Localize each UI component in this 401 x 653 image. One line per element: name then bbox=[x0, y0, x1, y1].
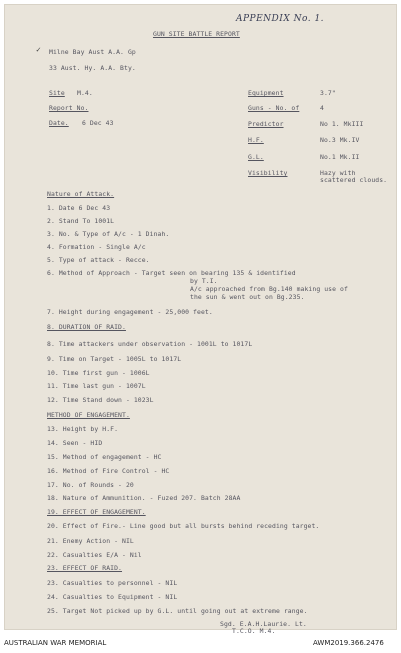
document-page bbox=[4, 4, 397, 635]
field-value-equipment: 3.7" bbox=[320, 89, 336, 97]
tick-mark-icon: ✓ bbox=[36, 45, 41, 54]
section-nature-of-attack: Nature of Attack. bbox=[47, 190, 115, 198]
item-6-line3: A/c approached from Bg.140 making use of bbox=[190, 285, 348, 293]
item-18: 18. Nature of Ammunition. - Fuzed 207. Batch 28AA bbox=[47, 494, 241, 502]
item-17: 17. No. of Rounds - 20 bbox=[47, 481, 134, 489]
item-14: 14. Seen - HID bbox=[47, 439, 103, 447]
item-6-line2: by T.I. bbox=[190, 277, 218, 285]
item-1: 1. Date 6 Dec 43 bbox=[47, 204, 111, 212]
field-label-gl: G.L. bbox=[248, 153, 264, 161]
item-22: 22. Casualties E/A - Nil bbox=[47, 551, 142, 559]
unit-line-1: Milne Bay Aust A.A. Gp bbox=[49, 48, 136, 56]
field-label-site: Site bbox=[49, 89, 65, 97]
item-5: 5. Type of attack - Recce. bbox=[47, 256, 150, 264]
footer-source: AUSTRALIAN WAR MEMORIAL bbox=[4, 639, 107, 647]
section-method-of-engagement: METHOD OF ENGAGEMENT. bbox=[47, 411, 130, 419]
item-3: 3. No. & Type of A/c - 1 Dinah. bbox=[47, 230, 170, 238]
item-8: 8. Time attackers under observation - 1001L to 1017L bbox=[47, 340, 253, 348]
item-12: 12. Time Stand down - 1023L bbox=[47, 396, 154, 404]
item-6-line4: the sun & went out on Bg.235. bbox=[190, 293, 305, 301]
field-value-date: 6 Dec 43 bbox=[82, 119, 114, 127]
section-duration-of-raid: 8. DURATION OF RAID. bbox=[47, 323, 126, 331]
field-label-date: Date. bbox=[49, 119, 69, 127]
field-label-report-no: Report No. bbox=[49, 104, 89, 112]
item-9: 9. Time on Target - 1005L to 1017L bbox=[47, 355, 182, 363]
handwritten-appendix-note: APPENDIX No. 1. bbox=[236, 14, 325, 24]
field-value-predictor: No 1. MkIII bbox=[320, 120, 364, 128]
item-25: 25. Target Not picked up by G.L. until going out at extreme range. bbox=[47, 607, 308, 615]
field-value-site: M.4. bbox=[77, 89, 93, 97]
field-label-hf: H.F. bbox=[248, 136, 264, 144]
item-15: 15. Method of engagement - HC bbox=[47, 453, 162, 461]
item-20: 20. Effect of Fire.- Line good but all bursts behind receding target. bbox=[47, 522, 320, 530]
signature-title: T.C.O. M.4. bbox=[232, 627, 276, 635]
item-11: 11. Time last gun - 1007L bbox=[47, 382, 146, 390]
field-label-equipment: Equipment bbox=[248, 89, 284, 97]
field-label-visibility: Visibility bbox=[248, 169, 288, 177]
item-7: 7. Height during engagement - 25,000 feet. bbox=[47, 308, 213, 316]
item-23: 23. Casualties to personnel - NIL bbox=[47, 579, 178, 587]
item-6: 6. Method of Approach - Target seen on bearing 135 & identified bbox=[47, 269, 296, 277]
report-title: GUN SITE BATTLE REPORT bbox=[153, 30, 240, 38]
item-21: 21. Enemy Action - NIL bbox=[47, 537, 134, 545]
section-effect-of-raid: 23. EFFECT OF RAID. bbox=[47, 564, 123, 572]
field-label-predictor: Predictor bbox=[248, 120, 284, 128]
field-label-guns: Guns - No. of bbox=[248, 104, 300, 112]
field-value-visibility-line2: scattered clouds. bbox=[320, 176, 388, 184]
section-effect-of-engagement: 19. EFFECT OF ENGAGEMENT. bbox=[47, 508, 146, 516]
field-value-gl: No.1 Mk.II bbox=[320, 153, 360, 161]
item-13: 13. Height by H.F. bbox=[47, 425, 119, 433]
item-4: 4. Formation - Single A/c bbox=[47, 243, 146, 251]
item-16: 16. Method of Fire Control - HC bbox=[47, 467, 170, 475]
field-value-hf: No.3 Mk.IV bbox=[320, 136, 360, 144]
unit-line-2: 33 Aust. Hy. A.A. Bty. bbox=[49, 64, 136, 72]
item-24: 24. Casualties to Equipment - NIL bbox=[47, 593, 178, 601]
signature-line: Sgd. E.A.H.Laurie. Lt. bbox=[220, 620, 307, 628]
footer-accession-number: AWM2019.366.2476 bbox=[313, 639, 384, 647]
archive-footer bbox=[0, 636, 401, 653]
field-value-guns: 4 bbox=[320, 104, 324, 112]
item-2: 2. Stand To 1001L bbox=[47, 217, 115, 225]
item-10: 10. Time first gun - 1006L bbox=[47, 369, 150, 377]
field-value-visibility: Hazy with bbox=[320, 169, 356, 177]
